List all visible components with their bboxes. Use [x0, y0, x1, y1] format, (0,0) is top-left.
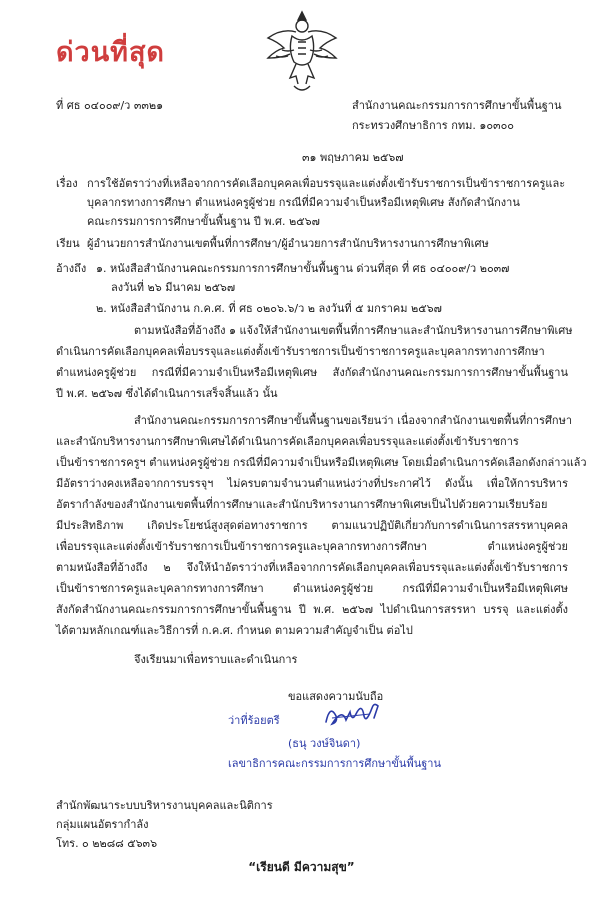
body-paragraph-2-line: มีอัตราว่างคงเหลือจากการบรรจุฯ ไม่ครบตามจำนวนตำแหน่งว่างที่ประกาศไว้ ดังนั้น เพื่อให้การบริหาร: [56, 477, 568, 490]
signer-name: (ธนุ วงษ์จินดา): [288, 737, 361, 750]
signer-position: เลขาธิการคณะกรรมการการศึกษาขั้นพื้นฐาน: [228, 757, 441, 770]
body-paragraph-1-line: ตามหนังสือที่อ้างถึง ๑ แจ้งให้สำนักงานเขตพื้นที่การศึกษาและสำนักบริหารงานการศึกษาพิเศษ: [134, 324, 573, 337]
body-paragraph-2-line: สังกัดสำนักงานคณะกรรมการการศึกษาขั้นพื้นฐาน ปี พ.ศ. ๒๕๖๗ ไปดำเนินการสรรหา บรรจุ และแต่งตั้ง: [56, 603, 568, 616]
body-paragraph-2-line: ได้ตามหลักเกณฑ์และวิธีการที่ ก.ค.ศ. กำหนด ตามความสำคัญจำเป็น ต่อไป: [56, 624, 413, 637]
body-paragraph-2-line: อัตรากำลังของสำนักงานเขตพื้นที่การศึกษาและสำนักบริหารงานการศึกษาพิเศษเป็นไปด้วยความเรียบร้อย: [56, 498, 548, 511]
body-paragraph-1-line: ตำแหน่งครูผู้ช่วย กรณีที่มีความจำเป็นหรือมีเหตุพิเศษ สังกัดสำนักงานคณะกรรมการการศึกษาขั้นพื้นฐาน: [56, 366, 568, 379]
subject-line: บุคลากรทางการศึกษา ตำแหน่งครูผู้ช่วย กรณีที่มีความจำเป็นหรือมีเหตุพิเศษ สังกัดสำนักงาน: [87, 196, 520, 209]
subject-line: คณะกรรมการการศึกษาขั้นพื้นฐาน ปี พ.ศ. ๒๕๖๗: [87, 215, 320, 228]
reference-item: ๒. หนังสือสำนักงาน ก.ค.ศ. ที่ ศธ ๐๒๐๖.๖/ว ๒ ลงวันที่ ๕ มกราคม ๒๕๖๗: [96, 302, 442, 315]
body-paragraph-2-line: ตามหนังสือที่อ้างถึง ๒ จึงให้นำอัตราว่างที่เหลือจากการคัดเลือกบุคคลเพื่อบรรจุและแต่งตั้งเข้ารับราชการ: [56, 561, 568, 574]
agency-address: กระทรวงศึกษาธิการ กทม. ๑๐๓๐๐: [352, 119, 515, 132]
contact-phone: โทร. ๐ ๒๒๘๘ ๕๖๓๖: [56, 837, 158, 850]
body-paragraph-2-line: มีประสิทธิภาพ เกิดประโยชน์สูงสุดต่อทางราชการ ตามแนวปฏิบัติเกี่ยวกับการดำเนินการสรรหาบุคคล: [56, 519, 568, 532]
body-paragraph-2-line: เป็นข้าราชการครูและบุคลากรทางการศึกษา ตำแหน่งครูผู้ช่วย กรณีที่มีความจำเป็นหรือมีเหตุพิเศษ: [56, 582, 568, 595]
signer-rank: ว่าที่ร้อยตรี: [228, 714, 280, 727]
body-paragraph-1-line: ปี พ.ศ. ๒๕๖๗ ซึ่งได้ดำเนินการเสร็จสิ้นแล้ว นั้น: [56, 387, 278, 400]
contact-office: สำนักพัฒนาระบบบริหารงานบุคคลและนิติการ: [56, 799, 273, 812]
body-paragraph-2-line: และสำนักบริหารงานการศึกษาพิเศษได้ดำเนินการคัดเลือกบุคคลเพื่อบรรจุและแต่งตั้งเข้ารับราชการ: [56, 435, 519, 448]
reference-number: ที่ ศธ ๐๔๐๐๙/ว ๓๓๒๑: [56, 99, 164, 112]
agency-name: สำนักงานคณะกรรมการการศึกษาขั้นพื้นฐาน: [352, 99, 562, 112]
body-paragraph-1-line: ดำเนินการคัดเลือกบุคคลเพื่อบรรจุและแต่งตั้งเข้ารับราชการเป็นข้าราชการครูและบุคลากรทางการศึกษา: [56, 345, 545, 358]
slogan: “เรียนดี มีความสุข”: [248, 860, 355, 874]
garuda-emblem-icon: [262, 6, 342, 98]
salutation: ขอแสดงความนับถือ: [288, 690, 384, 703]
handwritten-signature-icon: [322, 700, 386, 730]
contact-group: กลุ่มแผนอัตรากำลัง: [56, 818, 149, 831]
closing-request: จึงเรียนมาเพื่อทราบและดำเนินการ: [134, 653, 298, 666]
subject-line: การใช้อัตราว่างที่เหลือจากการคัดเลือกบุคคลเพื่อบรรจุและแต่งตั้งเข้ารับราชการเป็นข้าราชการครูและ: [87, 177, 566, 190]
body-paragraph-2-line: เพื่อบรรจุและแต่งตั้งเข้ารับราชการเป็นข้าราชการครูและบุคลากรทางการศึกษา ตำแหน่งครูผู้ช่วย: [56, 540, 568, 553]
reference-item-continued: ลงวันที่ ๒๖ มีนาคม ๒๕๖๗: [111, 281, 236, 294]
recipient-text: ผู้อำนวยการสำนักงานเขตพื้นที่การศึกษา/ผู้อำนวยการสำนักบริหารงานการศึกษาพิเศษ: [87, 237, 489, 250]
references-label: อ้างถึง: [56, 262, 87, 275]
subject-label: เรื่อง: [56, 177, 78, 190]
urgency-stamp: ด่วนที่สุด: [56, 37, 165, 68]
body-paragraph-2-line: เป็นข้าราชการครูฯ ตำแหน่งครูผู้ช่วย กรณีที่มีความจำเป็นหรือมีเหตุพิเศษ โดยเมื่อดำเนินการคัดเลือกดังกล่าวแล้ว: [56, 456, 587, 469]
recipient-label: เรียน: [56, 237, 80, 250]
reference-item: ๑. หนังสือสำนักงานคณะกรรมการการศึกษาขั้นพื้นฐาน ด่วนที่สุด ที่ ศธ ๐๔๐๐๙/ว ๒๐๓๗: [96, 262, 510, 275]
body-paragraph-2-line: สำนักงานคณะกรรมการการศึกษาขั้นพื้นฐานขอเรียนว่า เนื่องจากสำนักงานเขตพื้นที่การศึกษา: [134, 414, 573, 427]
document-date: ๓๑ พฤษภาคม ๒๕๖๗: [302, 151, 404, 164]
